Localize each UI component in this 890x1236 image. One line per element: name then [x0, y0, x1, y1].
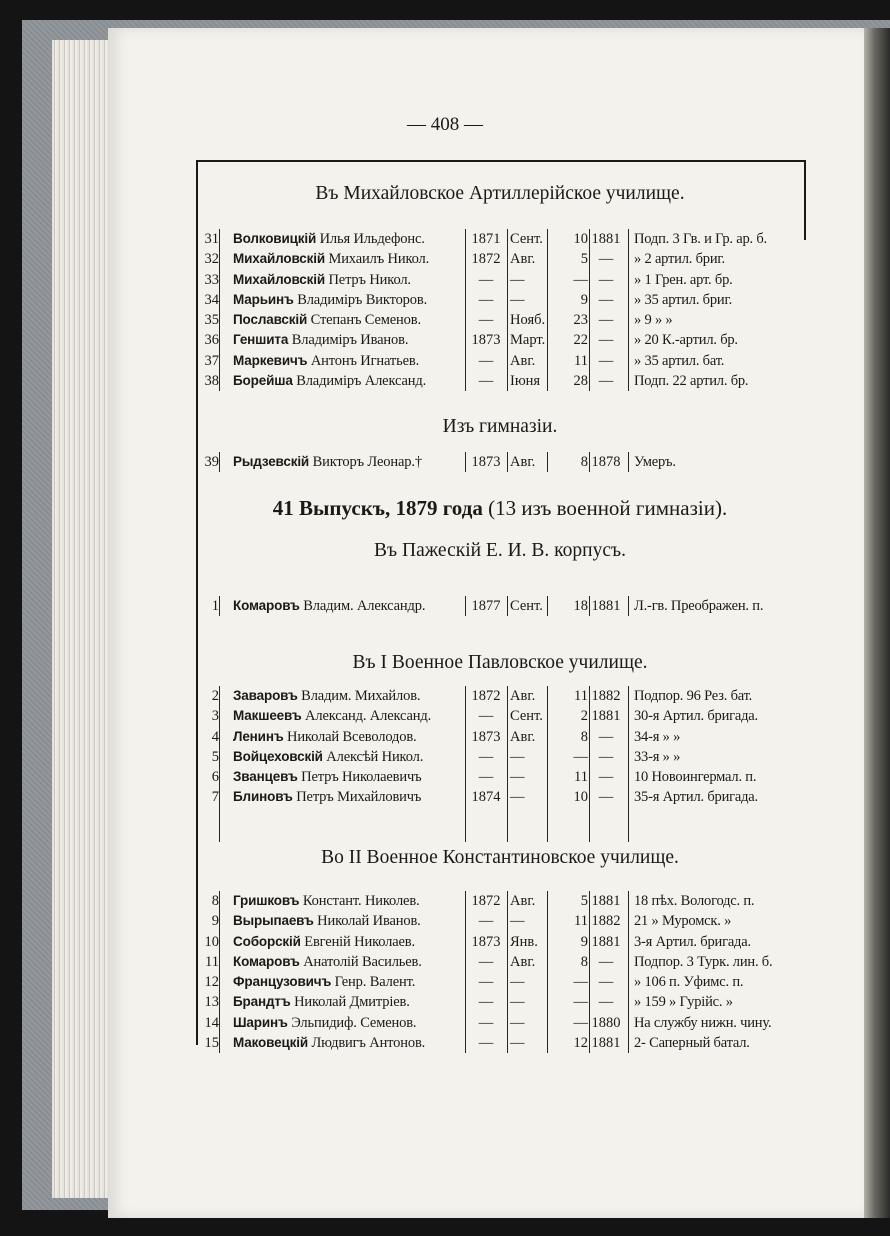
entry-destination: На службу нижн. чину. — [634, 1014, 772, 1031]
entry-month: — — [510, 994, 525, 1011]
entry-name — [233, 992, 465, 1012]
entry-graduation-year: 1881 — [591, 893, 621, 909]
entry-year: 1873 — [471, 454, 501, 470]
table-row — [186, 747, 806, 767]
entry-given-names: Эльпидиф. Семенов. — [287, 1014, 417, 1031]
entry-year: — — [478, 1014, 494, 1031]
column-rule — [628, 686, 629, 842]
entry-surname: Волковицкій — [233, 231, 317, 246]
entry-graduation-year: — — [598, 271, 614, 288]
entry-day: 11 — [574, 688, 588, 704]
entry-month: Авг. — [510, 251, 536, 268]
column-rule — [219, 229, 220, 391]
column-rule — [628, 596, 629, 616]
column-rule — [547, 686, 548, 842]
entry-month: Янв. — [510, 933, 538, 950]
entry-destination: » 1 Грен. арт. бр. — [634, 271, 733, 288]
entry-month: — — [510, 291, 525, 308]
entry-month: Сент. — [510, 598, 543, 614]
entry-surname: Борейша — [233, 373, 293, 389]
book-gutter — [864, 28, 890, 1218]
column-rule — [547, 452, 548, 472]
entry-day: 11 — [574, 769, 588, 786]
entry-day: 9 — [580, 933, 588, 950]
entry-surname: Ленинъ — [233, 728, 284, 744]
entry-surname: Михайловскій — [233, 271, 325, 287]
entry-year: — — [478, 312, 494, 329]
entry-destination: 34-я » » — [634, 728, 681, 745]
entry-number: 37 — [204, 352, 219, 369]
entry-given-names: Евгеній Николаев. — [300, 933, 415, 950]
column-rule — [219, 596, 220, 616]
entry-surname: Маркевичъ — [233, 352, 308, 368]
entry-year: 1872 — [471, 251, 501, 268]
entry-day: — — [573, 748, 588, 765]
entry-given-names: Владим. Михайлов. — [297, 688, 421, 704]
table-row — [186, 371, 806, 391]
entry-given-names: Петръ Михайловичъ — [292, 789, 422, 806]
table-row — [186, 452, 806, 472]
column-rule — [465, 229, 466, 391]
entry-surname: Рыдзевскій — [233, 454, 310, 469]
entry-day: 8 — [580, 454, 588, 470]
column-rule — [589, 596, 590, 616]
entry-number: 36 — [204, 332, 219, 349]
entry-day: 11 — [574, 352, 588, 369]
entry-given-names: Илья Ильдефонс. — [316, 231, 425, 247]
table-row — [186, 972, 806, 992]
entry-year: 1877 — [471, 598, 501, 614]
column-rule — [628, 452, 629, 472]
table-row — [186, 787, 806, 807]
entry-month: — — [510, 974, 525, 991]
table-frame-top — [196, 160, 806, 162]
entry-year: 1873 — [471, 332, 501, 349]
column-rule — [465, 686, 466, 842]
entry-number: 34 — [204, 291, 219, 308]
entry-graduation-year: — — [598, 312, 614, 329]
entry-month: Нояб. — [510, 312, 546, 329]
entry-surname: Соборскій — [233, 933, 301, 949]
column-rule — [507, 686, 508, 842]
entry-name — [233, 330, 465, 350]
entry-surname: Шаринъ — [233, 1014, 288, 1030]
table-row — [186, 270, 806, 290]
entry-given-names: Николай Иванов. — [313, 913, 421, 930]
entry-graduation-year: 1881 — [591, 933, 621, 950]
entry-given-names: Викторъ Леонар.† — [309, 454, 422, 470]
entry-destination: » 35 артил. бат. — [634, 352, 725, 369]
release-title — [200, 496, 800, 521]
entry-given-names: Владим. Александр. — [299, 598, 426, 614]
column-rule — [219, 891, 220, 1053]
entry-destination: » 35 артил. бриг. — [634, 291, 733, 308]
table-row — [186, 686, 806, 706]
entry-number: 38 — [204, 373, 219, 390]
table-row — [186, 932, 806, 952]
entry-month: Сент. — [510, 231, 543, 247]
section-heading-konstantinovskoe: Во II Военное Константиновское училище. — [321, 847, 679, 868]
entry-destination: » 20 К.-артил. бр. — [634, 332, 738, 349]
entry-day: 5 — [580, 893, 588, 909]
entry-year: 1874 — [471, 789, 501, 806]
table-row — [186, 1013, 806, 1033]
table-row — [186, 290, 806, 310]
entry-graduation-year: — — [598, 748, 614, 765]
column-rule — [547, 596, 548, 616]
entry-number: 32 — [204, 251, 219, 268]
entry-graduation-year: 1881 — [591, 708, 621, 725]
entry-number: 11 — [205, 953, 219, 970]
column-rule — [589, 686, 590, 842]
entry-month: — — [510, 748, 525, 765]
table-row — [186, 351, 806, 371]
entry-graduation-year: — — [598, 251, 614, 268]
release-title-bold: 41 Выпускъ, 1879 года — [272, 496, 483, 520]
table-row — [186, 229, 806, 249]
entry-surname: Комаровъ — [233, 598, 300, 613]
entry-destination: 2- Саперный батал. — [634, 1035, 750, 1052]
table-row — [186, 992, 806, 1012]
entry-year: — — [478, 373, 494, 390]
entry-destination: Подп. 22 артил. бр. — [634, 373, 749, 390]
entry-surname: Заваровъ — [233, 688, 298, 703]
entry-year: — — [478, 913, 494, 930]
entry-given-names: Николай Дмитріев. — [290, 994, 410, 1011]
entry-destination: 21 » Муромск. » — [634, 913, 732, 930]
table-row — [186, 952, 806, 972]
entry-year: 1872 — [471, 688, 501, 704]
entry-name — [233, 371, 465, 391]
entry-number: 31 — [204, 231, 219, 247]
entry-given-names: Алексѣй Никол. — [322, 748, 424, 765]
entry-year: — — [478, 748, 494, 765]
entry-day: 5 — [580, 251, 588, 268]
entry-number: 10 — [204, 933, 219, 950]
entry-given-names: Николай Всеволодов. — [283, 728, 417, 745]
entry-month: — — [510, 271, 525, 288]
entry-given-names: Антонъ Игнатьев. — [307, 352, 420, 369]
entry-given-names: Александ. Александ. — [301, 708, 432, 725]
entry-surname: Михайловскій — [233, 251, 325, 267]
entry-given-names: Людвигъ Антонов. — [307, 1035, 426, 1052]
entry-month: Авг. — [510, 688, 536, 704]
entry-name — [233, 270, 465, 290]
entry-name — [233, 747, 465, 767]
entry-surname: Комаровъ — [233, 953, 300, 969]
entry-name — [233, 249, 465, 269]
entry-month: Сент. — [510, 708, 543, 725]
table-row — [186, 330, 806, 350]
section-heading-mikhailovskoe: Въ Михайловское Артиллерійское училище. — [315, 183, 685, 204]
entry-destination: Подпор. 96 Рез. бат. — [634, 688, 753, 704]
entry-surname: Вырыпаевъ — [233, 913, 314, 929]
entry-destination: » 2 артил. бриг. — [634, 251, 725, 268]
entry-number: 14 — [204, 1014, 219, 1031]
entry-year: 1873 — [471, 728, 501, 745]
entry-number: 3 — [211, 708, 219, 725]
entry-year: 1872 — [471, 893, 501, 909]
entry-name — [233, 229, 465, 249]
column-rule — [465, 891, 466, 1053]
table-row — [186, 767, 806, 787]
entry-name — [233, 911, 465, 931]
section-heading-gymnasium: Изъ гимназіи. — [442, 416, 558, 437]
entry-year: — — [478, 974, 494, 991]
entry-year: — — [478, 271, 494, 288]
entry-surname: Макшеевъ — [233, 708, 302, 724]
table-row — [186, 596, 806, 616]
entry-destination: 30-я Артил. бригада. — [634, 708, 758, 725]
entry-given-names: Владиміръ Иванов. — [288, 332, 409, 349]
entry-number: 4 — [211, 728, 219, 745]
entry-graduation-year: 1881 — [591, 231, 621, 247]
column-rule — [507, 452, 508, 472]
entry-destination: Умеръ. — [634, 454, 676, 470]
entry-number: 2 — [211, 688, 219, 704]
column-rule — [589, 452, 590, 472]
entry-surname: Войцеховскій — [233, 748, 323, 764]
column-rule — [589, 891, 590, 1053]
entry-destination: 35-я Артил. бригада. — [634, 789, 758, 806]
table-row — [186, 310, 806, 330]
table-row — [186, 891, 806, 911]
entry-given-names: Констант. Николев. — [299, 893, 420, 909]
entry-graduation-year: 1880 — [591, 1014, 621, 1031]
entry-given-names: Петръ Николаевичъ — [297, 769, 422, 786]
entry-day: 11 — [574, 913, 588, 930]
section-heading-pavlovskoe: Въ I Военное Павловское училище. — [352, 652, 648, 673]
entry-day: 22 — [573, 332, 588, 349]
entry-number: 39 — [204, 454, 219, 470]
entry-name — [233, 767, 465, 787]
table-row — [186, 249, 806, 269]
entry-destination: » 159 » Гурійс. » — [634, 994, 733, 1011]
entry-day: — — [573, 1014, 588, 1031]
entry-given-names: Степанъ Семенов. — [307, 312, 421, 329]
entry-year: — — [478, 953, 494, 970]
entry-number: 35 — [204, 312, 219, 329]
entry-number: 8 — [211, 893, 219, 909]
entry-month: — — [510, 1014, 525, 1031]
entry-graduation-year: — — [598, 352, 614, 369]
entry-number: 1 — [211, 598, 219, 614]
entry-surname: Марьинъ — [233, 291, 294, 307]
entry-number: 5 — [211, 748, 219, 765]
entry-graduation-year: — — [598, 332, 614, 349]
entry-day: 18 — [573, 598, 588, 614]
entry-day: 2 — [580, 708, 588, 725]
column-rule — [465, 596, 466, 616]
entry-destination: » 106 п. Уфимс. п. — [634, 974, 744, 991]
column-rule — [589, 229, 590, 391]
entry-graduation-year: 1881 — [591, 598, 621, 614]
entry-surname: Геншита — [233, 332, 289, 348]
entry-day: 10 — [573, 789, 588, 806]
release-title-rest: (13 изъ военной гимназіи). — [482, 496, 728, 520]
entry-name — [233, 972, 465, 992]
entry-day: 8 — [580, 953, 588, 970]
entry-number: 9 — [211, 913, 219, 930]
entry-name — [233, 596, 465, 616]
entry-destination: 33-я » » — [634, 748, 681, 765]
entry-day: 23 — [573, 312, 588, 329]
entry-surname: Брандтъ — [233, 994, 291, 1010]
entry-surname: Пославскій — [233, 312, 308, 328]
entry-number: 33 — [204, 271, 219, 288]
column-rule — [628, 229, 629, 391]
entry-surname: Гришковъ — [233, 893, 300, 908]
column-rule — [507, 891, 508, 1053]
entry-year: — — [478, 769, 494, 786]
table-row — [186, 911, 806, 931]
column-rule — [507, 596, 508, 616]
column-rule — [547, 891, 548, 1053]
column-rule — [628, 891, 629, 1053]
table-konstantinovskoe — [186, 891, 806, 1053]
entry-graduation-year: — — [598, 728, 614, 745]
entry-day: 12 — [573, 1035, 588, 1052]
entry-name — [233, 932, 465, 952]
entry-destination: Подп. 3 Гв. и Гр. ар. б. — [634, 231, 767, 247]
entry-number: 6 — [211, 769, 219, 786]
entry-given-names: Михаилъ Никол. — [324, 251, 430, 268]
entry-name — [233, 452, 465, 472]
table-row — [186, 706, 806, 726]
entry-destination: 18 пѣх. Вологодс. п. — [634, 893, 755, 909]
entry-graduation-year: — — [598, 769, 614, 786]
entry-destination: » 9 » » — [634, 312, 673, 329]
entry-month: Авг. — [510, 728, 536, 745]
entry-name — [233, 727, 465, 747]
entry-name — [233, 787, 465, 807]
entry-name — [233, 686, 465, 706]
entry-surname: Маковецкій — [233, 1035, 308, 1051]
entry-graduation-year: — — [598, 974, 614, 991]
entry-day: 9 — [580, 291, 588, 308]
entry-number: 12 — [204, 974, 219, 991]
entry-day: — — [573, 974, 588, 991]
table-row — [186, 1033, 806, 1053]
page-number: — 408 — — [407, 114, 483, 135]
entry-year: 1871 — [471, 231, 501, 247]
entry-surname: Званцевъ — [233, 769, 298, 785]
entry-month: Іюня — [510, 373, 541, 390]
entry-graduation-year: — — [598, 953, 614, 970]
table-row — [186, 727, 806, 747]
entry-month: — — [510, 913, 525, 930]
entry-name — [233, 351, 465, 371]
entry-graduation-year: — — [598, 994, 614, 1011]
entry-graduation-year: 1882 — [591, 688, 621, 704]
column-rule — [547, 229, 548, 391]
entry-given-names: Владиміръ Викторов. — [293, 291, 428, 308]
entry-day: 10 — [573, 231, 588, 247]
entry-given-names: Анатолій Васильев. — [299, 953, 422, 970]
entry-name — [233, 952, 465, 972]
entry-name — [233, 1033, 465, 1053]
entry-destination: Подпор. 3 Турк. лин. б. — [634, 953, 773, 970]
entry-month: Авг. — [510, 953, 536, 970]
entry-name — [233, 891, 465, 911]
entry-destination: 3-я Артил. бригада. — [634, 933, 751, 950]
entry-month: — — [510, 1035, 525, 1052]
entry-day: — — [573, 271, 588, 288]
entry-month: Авг. — [510, 893, 536, 909]
entry-month: Март. — [510, 332, 546, 349]
entry-year: — — [478, 994, 494, 1011]
table-gymnasium — [186, 452, 806, 472]
entry-day: — — [573, 994, 588, 1011]
entry-month: — — [510, 769, 525, 786]
entry-graduation-year: — — [598, 291, 614, 308]
entry-graduation-year: — — [598, 373, 614, 390]
entry-number: 13 — [204, 994, 219, 1011]
entry-year: — — [478, 708, 494, 725]
entry-destination: Л.-гв. Преображен. п. — [634, 598, 764, 614]
entry-day: 28 — [573, 373, 588, 390]
entry-given-names: Петръ Никол. — [324, 271, 411, 288]
entry-number: 7 — [211, 789, 219, 806]
entry-given-names: Генр. Валент. — [331, 974, 416, 991]
table-pavlovskoe — [186, 686, 806, 808]
table-mikhailovskoe — [186, 229, 806, 391]
entry-surname: Блиновъ — [233, 789, 293, 805]
entry-given-names: Владиміръ Александ. — [292, 373, 427, 390]
entry-destination: 10 Новоингермал. п. — [634, 769, 757, 786]
table-frame-right — [804, 160, 806, 240]
entry-month: — — [510, 789, 525, 806]
entry-graduation-year: 1881 — [591, 1035, 621, 1052]
entry-day: 8 — [580, 728, 588, 745]
entry-name — [233, 706, 465, 726]
section-heading-pages-corps: Въ Пажескій Е. И. В. корпусъ. — [374, 540, 626, 561]
entry-name — [233, 310, 465, 330]
entry-name — [233, 1013, 465, 1033]
entry-graduation-year: 1878 — [591, 454, 621, 470]
column-rule — [219, 686, 220, 842]
column-rule — [219, 452, 220, 472]
entry-month: Авг. — [510, 454, 536, 470]
table-pages-corps — [186, 596, 806, 616]
entry-year: — — [478, 291, 494, 308]
entry-number: 15 — [204, 1035, 219, 1052]
entry-year: — — [478, 1035, 494, 1052]
column-rule — [507, 229, 508, 391]
entry-graduation-year: 1882 — [591, 913, 621, 930]
entry-month: Авг. — [510, 352, 536, 369]
column-rule — [465, 452, 466, 472]
entry-surname: Французовичъ — [233, 974, 332, 990]
entry-year: 1873 — [471, 933, 501, 950]
entry-name — [233, 290, 465, 310]
entry-graduation-year: — — [598, 789, 614, 806]
entry-year: — — [478, 352, 494, 369]
